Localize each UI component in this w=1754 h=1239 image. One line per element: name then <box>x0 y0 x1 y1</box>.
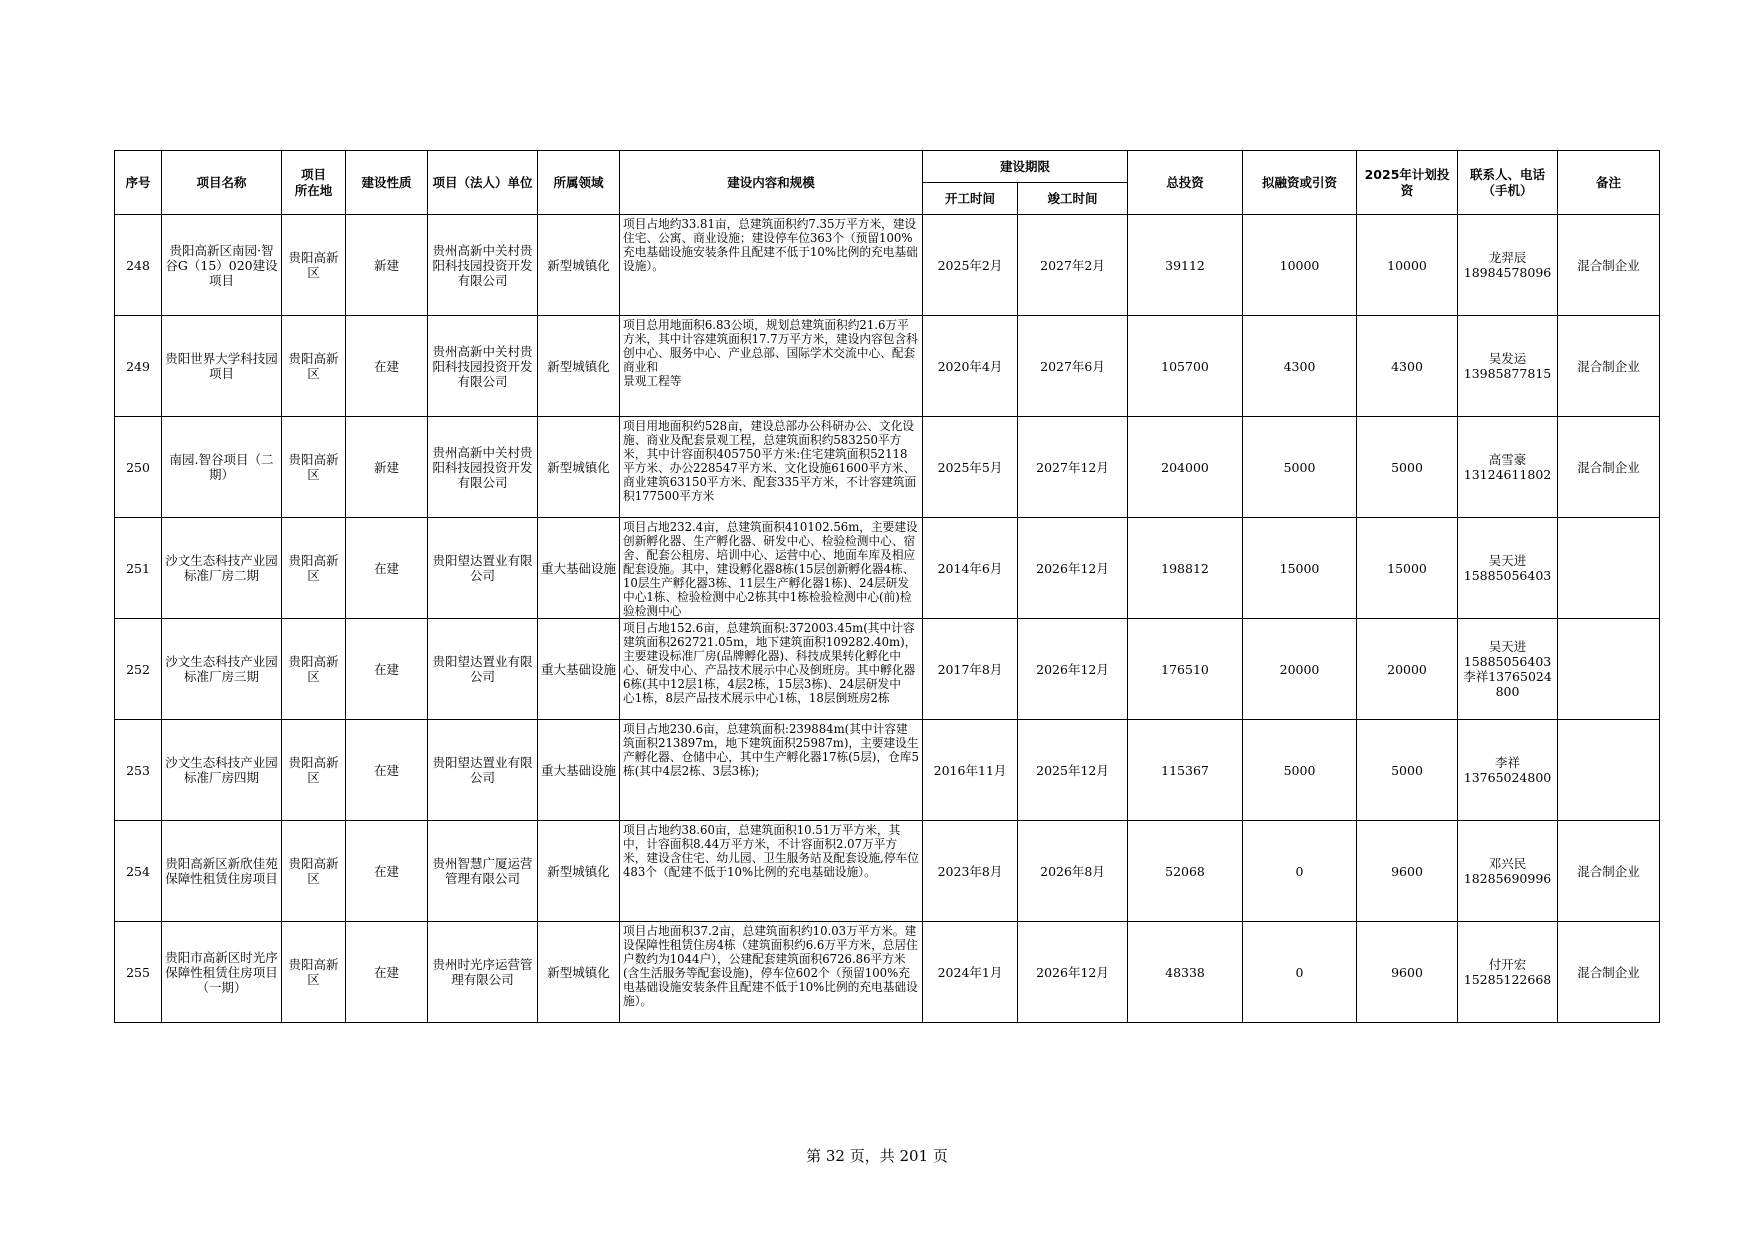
cell-end-date-text: 2026年12月 <box>1036 661 1109 677</box>
cell-total-investment <box>1128 720 1243 821</box>
cell-project-name-text: 南园.智谷项目（二期） <box>169 452 274 482</box>
cell-end-date-text: 2027年6月 <box>1040 358 1105 374</box>
cell-location-text: 贵阳高新区 <box>288 452 339 482</box>
cell-seq <box>115 922 162 1023</box>
cell-remark-text: 混合制企业 <box>1577 358 1640 374</box>
cell-start-date-text: 2024年1月 <box>937 964 1003 980</box>
cell-remark <box>1558 821 1660 922</box>
header-end: 竣工时间 <box>1018 183 1128 215</box>
cell-project-name-text: 沙文生态科技产业园标准厂房二期 <box>165 553 278 583</box>
cell-content-text: 项目占地约33.81亩，总建筑面积约7.35万平方米，建设住宅、公寓、商业设施；建设停车位363个（预留100%充电基础设施安装条件且配建不低于10%比例的充电基础设施）。 <box>623 217 918 273</box>
cell-total-investment-text: 48338 <box>1165 964 1205 980</box>
table-row <box>115 215 1660 316</box>
cell-financing <box>1243 417 1357 518</box>
header-total: 总投资 <box>1128 151 1243 215</box>
cell-seq <box>115 417 162 518</box>
cell-end-date <box>1018 316 1128 417</box>
cell-total-investment-text: 176510 <box>1161 661 1209 677</box>
cell-financing-text: 0 <box>1295 964 1304 980</box>
cell-nature-text: 在建 <box>373 661 399 677</box>
cell-project-name <box>162 720 282 821</box>
cell-field-text: 重大基础设施 <box>541 661 617 677</box>
cell-end-date <box>1018 518 1128 619</box>
cell-field <box>538 316 620 417</box>
cell-seq <box>115 215 162 316</box>
cell-location-text: 贵阳高新区 <box>288 553 339 583</box>
cell-content-text: 项目占地约38.60亩，总建筑面积10.51万平方米，其中，计容面积8.44万平方米，不计容面积2.07万平方米，建设含住宅、幼儿园、卫生服务站及配套设施,停车位483个（配建不低于10%比例的充电基础设施）。 <box>623 823 919 879</box>
cell-content-text: 项目占地面积37.2亩，总建筑面积约10.03万平方米。建设保障性租赁住房4栋（建筑面积约6.6万平方米，总居住户数约为1044户），公建配套建筑面积6726.86平方米(含生活服务等配套设施)，停车位602个（预留100%充电基础设施安装条件且配建不低于10%比例的充电基础设施）。 <box>623 924 918 1008</box>
cell-financing-text: 20000 <box>1279 661 1320 677</box>
cell-total-investment-text: 204000 <box>1161 459 1209 475</box>
cell-financing-text: 5000 <box>1283 762 1316 778</box>
cell-remark <box>1558 417 1660 518</box>
cell-project-name-text: 贵阳高新区南园·智谷G（15）020建设项目 <box>165 242 278 288</box>
cell-content <box>620 417 923 518</box>
cell-contact-text: 吴发运 13985877815 <box>1463 351 1552 381</box>
cell-location <box>282 215 346 316</box>
cell-remark-text: 混合制企业 <box>1577 863 1640 879</box>
cell-location-text: 贵阳高新区 <box>288 250 339 280</box>
cell-seq-text: 254 <box>126 863 150 879</box>
cell-plan-2025 <box>1357 518 1458 619</box>
cell-total-investment <box>1128 821 1243 922</box>
cell-nature <box>346 417 428 518</box>
cell-contact-text: 吴天进 15885056403李祥13765024800 <box>1463 639 1552 699</box>
cell-field-text: 重大基础设施 <box>541 762 617 778</box>
cell-project-name <box>162 922 282 1023</box>
cell-owner <box>428 215 538 316</box>
cell-project-name-text: 贵阳市高新区时光序保障性租赁住房项目（一期） <box>165 949 278 995</box>
cell-plan-2025-text: 5000 <box>1391 762 1423 778</box>
cell-seq-text: 250 <box>126 459 150 475</box>
header-field: 所属领域 <box>538 151 620 215</box>
cell-owner-text: 贵阳望达置业有限公司 <box>432 755 533 785</box>
cell-project-name-text: 沙文生态科技产业园标准厂房三期 <box>165 654 278 684</box>
cell-plan-2025 <box>1357 417 1458 518</box>
cell-contact-text: 吴天进 15885056403 <box>1463 553 1552 583</box>
cell-content-text: 项目总用地面积6.83公顷，规划总建筑面积约21.6万平方米，其中计容建筑面积17.7万平方米，建设内容包含科创中心、服务中心、产业总部、国际学术交流中心、配套商业和 景观工程等 <box>623 318 918 388</box>
cell-end-date-text: 2027年2月 <box>1040 257 1105 273</box>
cell-remark <box>1558 316 1660 417</box>
cell-financing-text: 15000 <box>1279 560 1320 576</box>
cell-remark <box>1558 720 1660 821</box>
cell-financing <box>1243 316 1357 417</box>
cell-total-investment-text: 115367 <box>1161 762 1209 778</box>
cell-contact <box>1458 922 1558 1023</box>
cell-project-name-text: 沙文生态科技产业园标准厂房四期 <box>165 755 278 785</box>
cell-total-investment <box>1128 417 1243 518</box>
cell-plan-2025-text: 20000 <box>1387 661 1427 677</box>
cell-owner <box>428 821 538 922</box>
cell-total-investment <box>1128 619 1243 720</box>
cell-start-date <box>923 821 1018 922</box>
cell-contact-text: 邓兴民 18285690996 <box>1463 856 1552 886</box>
cell-plan-2025-text: 15000 <box>1387 560 1427 576</box>
cell-end-date <box>1018 417 1128 518</box>
cell-contact-text: 龙羿辰 18984578096 <box>1463 250 1552 280</box>
cell-seq <box>115 518 162 619</box>
cell-nature-text: 在建 <box>373 863 399 879</box>
cell-contact <box>1458 821 1558 922</box>
cell-content <box>620 821 923 922</box>
cell-nature-text: 在建 <box>373 560 399 576</box>
cell-location <box>282 922 346 1023</box>
cell-end-date-text: 2026年12月 <box>1036 964 1109 980</box>
cell-project-name-text: 贵阳世界大学科技园项目 <box>165 351 278 381</box>
header-name: 项目名称 <box>162 151 282 215</box>
cell-project-name <box>162 215 282 316</box>
table-header <box>115 151 1660 215</box>
cell-owner-text: 贵州智慧广厦运营管理有限公司 <box>432 856 533 886</box>
cell-owner <box>428 619 538 720</box>
cell-plan-2025 <box>1357 720 1458 821</box>
cell-financing <box>1243 619 1357 720</box>
cell-plan-2025-text: 5000 <box>1391 459 1423 475</box>
cell-location-text: 贵阳高新区 <box>288 351 339 381</box>
cell-field-text: 新型城镇化 <box>547 257 610 273</box>
cell-plan-2025 <box>1357 316 1458 417</box>
cell-total-investment-text: 105700 <box>1161 358 1209 374</box>
cell-seq <box>115 720 162 821</box>
cell-content-text: 项目占地230.6亩，总建筑面积:239884m(其中计容建筑面积213897m，地下建筑面积25987m)，主要建设生产孵化器、仓储中心，其中生产孵化器17栋(5层)，仓库5栋(其中4层2栋、3层3栋); <box>623 722 919 778</box>
cell-seq-text: 252 <box>126 661 150 677</box>
cell-start-date <box>923 720 1018 821</box>
cell-total-investment <box>1128 922 1243 1023</box>
cell-plan-2025 <box>1357 619 1458 720</box>
cell-content <box>620 619 923 720</box>
page-footer: 第 32 页，共 201 页 <box>806 1147 948 1165</box>
cell-field <box>538 922 620 1023</box>
cell-remark <box>1558 619 1660 720</box>
cell-field <box>538 518 620 619</box>
cell-field-text: 新型城镇化 <box>547 459 610 475</box>
cell-end-date <box>1018 821 1128 922</box>
cell-total-investment <box>1128 215 1243 316</box>
cell-field <box>538 720 620 821</box>
cell-end-date-text: 2027年12月 <box>1036 459 1109 475</box>
cell-total-investment-text: 52068 <box>1165 863 1205 879</box>
cell-financing <box>1243 720 1357 821</box>
cell-content <box>620 518 923 619</box>
cell-location <box>282 720 346 821</box>
cell-owner <box>428 518 538 619</box>
table-row <box>115 720 1660 821</box>
cell-field <box>538 821 620 922</box>
cell-plan-2025 <box>1357 215 1458 316</box>
cell-nature <box>346 619 428 720</box>
cell-financing <box>1243 215 1357 316</box>
cell-content <box>620 316 923 417</box>
cell-nature-text: 在建 <box>373 964 399 980</box>
cell-contact <box>1458 619 1558 720</box>
cell-total-investment <box>1128 518 1243 619</box>
cell-start-date-text: 2017年8月 <box>937 661 1003 677</box>
cell-content-text: 项目用地面积约528亩，建设总部办公科研办公、文化设施、商业及配套景观工程，总建筑面积约583250平方米，其中计容面积405750平方米:住宅建筑面积52118平方米、办公228547平方米、文化设施61600平方米、商业建筑63150平方米、配套335平方米，不计容建筑面积177500平方米 <box>623 419 917 503</box>
cell-start-date <box>923 215 1018 316</box>
cell-location-text: 贵阳高新区 <box>288 654 339 684</box>
project-table <box>114 150 1660 1023</box>
cell-seq-text: 255 <box>126 964 150 980</box>
cell-seq <box>115 821 162 922</box>
table-row <box>115 922 1660 1023</box>
cell-start-date <box>923 619 1018 720</box>
cell-financing-text: 0 <box>1295 863 1304 879</box>
cell-field-text: 新型城镇化 <box>547 964 610 980</box>
table-row <box>115 619 1660 720</box>
cell-end-date-text: 2026年8月 <box>1040 863 1105 879</box>
cell-plan-2025-text: 9600 <box>1391 863 1423 879</box>
cell-start-date-text: 2025年2月 <box>937 257 1003 273</box>
cell-financing <box>1243 518 1357 619</box>
cell-financing <box>1243 821 1357 922</box>
cell-remark-text: 混合制企业 <box>1577 257 1640 273</box>
cell-seq-text: 248 <box>126 257 150 273</box>
cell-field <box>538 417 620 518</box>
cell-nature-text: 新建 <box>373 459 399 475</box>
cell-owner <box>428 720 538 821</box>
cell-content <box>620 922 923 1023</box>
cell-plan-2025-text: 10000 <box>1387 257 1427 273</box>
cell-end-date <box>1018 215 1128 316</box>
header-contact: 联系人、电话（手机） <box>1458 151 1558 215</box>
cell-financing <box>1243 922 1357 1023</box>
cell-nature <box>346 215 428 316</box>
cell-owner-text: 贵阳望达置业有限公司 <box>432 553 533 583</box>
table-body <box>115 215 1660 1023</box>
cell-nature-text: 新建 <box>373 257 399 273</box>
cell-contact <box>1458 518 1558 619</box>
cell-remark-text: 混合制企业 <box>1577 964 1640 980</box>
cell-total-investment-text: 39112 <box>1165 257 1205 273</box>
cell-location <box>282 619 346 720</box>
cell-financing-text: 10000 <box>1279 257 1320 273</box>
cell-plan-2025-text: 4300 <box>1391 358 1423 374</box>
cell-location-text: 贵阳高新区 <box>288 957 339 987</box>
cell-end-date <box>1018 619 1128 720</box>
cell-contact-text: 李祥 13765024800 <box>1463 755 1552 785</box>
header-content: 建设内容和规模 <box>620 151 923 215</box>
cell-start-date-text: 2020年4月 <box>937 358 1003 374</box>
cell-start-date-text: 2014年6月 <box>937 560 1003 576</box>
cell-financing-text: 5000 <box>1283 459 1316 475</box>
header-nature: 建设性质 <box>346 151 428 215</box>
cell-nature <box>346 821 428 922</box>
cell-field-text: 新型城镇化 <box>547 863 610 879</box>
cell-seq-text: 251 <box>126 560 150 576</box>
cell-owner-text: 贵州时光序运营管理有限公司 <box>432 957 533 987</box>
cell-owner-text: 贵州高新中关村贵阳科技园投资开发有限公司 <box>432 242 533 288</box>
table-row <box>115 417 1660 518</box>
cell-seq <box>115 619 162 720</box>
cell-nature-text: 在建 <box>373 358 399 374</box>
cell-location <box>282 417 346 518</box>
cell-project-name <box>162 619 282 720</box>
cell-field-text: 重大基础设施 <box>541 560 617 576</box>
cell-end-date <box>1018 922 1128 1023</box>
cell-plan-2025 <box>1357 821 1458 922</box>
cell-remark <box>1558 518 1660 619</box>
cell-owner-text: 贵州高新中关村贵阳科技园投资开发有限公司 <box>432 444 533 490</box>
cell-total-investment <box>1128 316 1243 417</box>
cell-total-investment-text: 198812 <box>1161 560 1209 576</box>
cell-end-date-text: 2026年12月 <box>1036 560 1109 576</box>
cell-start-date <box>923 316 1018 417</box>
cell-owner <box>428 922 538 1023</box>
cell-location <box>282 518 346 619</box>
cell-start-date <box>923 922 1018 1023</box>
cell-remark <box>1558 215 1660 316</box>
cell-end-date-text: 2025年12月 <box>1036 762 1109 778</box>
header-seq: 序号 <box>115 151 162 215</box>
cell-nature-text: 在建 <box>373 762 399 778</box>
cell-owner-text: 贵阳望达置业有限公司 <box>432 654 533 684</box>
header-financing: 拟融资或引资 <box>1243 151 1357 215</box>
header-location: 项目 所在地 <box>282 151 346 215</box>
cell-start-date-text: 2016年11月 <box>933 762 1007 778</box>
cell-seq <box>115 316 162 417</box>
cell-remark-text: 混合制企业 <box>1577 459 1640 475</box>
cell-location-text: 贵阳高新区 <box>288 856 339 886</box>
cell-contact-text: 付开宏 15285122668 <box>1463 957 1552 987</box>
cell-contact <box>1458 215 1558 316</box>
cell-nature <box>346 518 428 619</box>
cell-plan-2025-text: 9600 <box>1391 964 1423 980</box>
cell-project-name <box>162 417 282 518</box>
cell-seq-text: 249 <box>126 358 150 374</box>
table-row <box>115 821 1660 922</box>
header-start: 开工时间 <box>923 183 1018 215</box>
cell-nature <box>346 922 428 1023</box>
cell-content <box>620 720 923 821</box>
header-period: 建设期限 <box>923 151 1128 183</box>
cell-owner <box>428 417 538 518</box>
cell-field-text: 新型城镇化 <box>547 358 610 374</box>
cell-contact-text: 高雪豪 13124611802 <box>1463 452 1552 482</box>
table-row <box>115 316 1660 417</box>
cell-contact <box>1458 417 1558 518</box>
cell-start-date <box>923 518 1018 619</box>
cell-plan-2025 <box>1357 922 1458 1023</box>
cell-end-date <box>1018 720 1128 821</box>
cell-content <box>620 215 923 316</box>
cell-owner <box>428 316 538 417</box>
header-owner: 项目（法人）单位 <box>428 151 538 215</box>
table-row <box>115 518 1660 619</box>
cell-nature <box>346 316 428 417</box>
cell-field <box>538 619 620 720</box>
cell-financing-text: 4300 <box>1283 358 1316 374</box>
header-remark: 备注 <box>1558 151 1660 215</box>
cell-remark <box>1558 922 1660 1023</box>
cell-nature <box>346 720 428 821</box>
cell-project-name <box>162 821 282 922</box>
cell-location <box>282 821 346 922</box>
cell-location <box>282 316 346 417</box>
cell-project-name <box>162 518 282 619</box>
cell-start-date <box>923 417 1018 518</box>
cell-project-name <box>162 316 282 417</box>
cell-contact <box>1458 720 1558 821</box>
cell-content-text: 项目占地152.6亩，总建筑面积:372003.45m(其中计容建筑面积262721.05m，地下建筑面积109282.40m)，主要建设标准厂房(品牌孵化器)、科技成果转化孵化中心、研发中心、产品技术展示中心及倒班房。其中孵化器6栋(其中12层1栋，4层2栋，15层3栋)、24层研发中 心1栋，8层产品技术展示中心1栋，18层倒班房2栋 <box>623 621 917 705</box>
cell-start-date-text: 2025年5月 <box>937 459 1003 475</box>
cell-field <box>538 215 620 316</box>
cell-seq-text: 253 <box>126 762 150 778</box>
cell-location-text: 贵阳高新区 <box>288 755 339 785</box>
cell-project-name-text: 贵阳高新区新欣佳苑保障性租赁住房项目 <box>165 856 278 886</box>
cell-content-text: 项目占地232.4亩，总建筑面积410102.56m，主要建设创新孵化器、生产孵化器、研发中心、检验检测中心、宿舍、配套公租房、培训中心、运营中心、地面车库及相应配套设施。其中，建设孵化器8栋(15层创新孵化器4栋、10层生产孵化器3栋、11层生产孵化器1栋)、24层研发中心1栋、检验检测中心2栋其中1栋检验检测中心(前)检验检测中心 <box>623 520 918 618</box>
cell-contact <box>1458 316 1558 417</box>
cell-owner-text: 贵州高新中关村贵阳科技园投资开发有限公司 <box>432 343 533 389</box>
cell-start-date-text: 2023年8月 <box>937 863 1003 879</box>
header-plan2025: 2025年计划投资 <box>1357 151 1458 215</box>
